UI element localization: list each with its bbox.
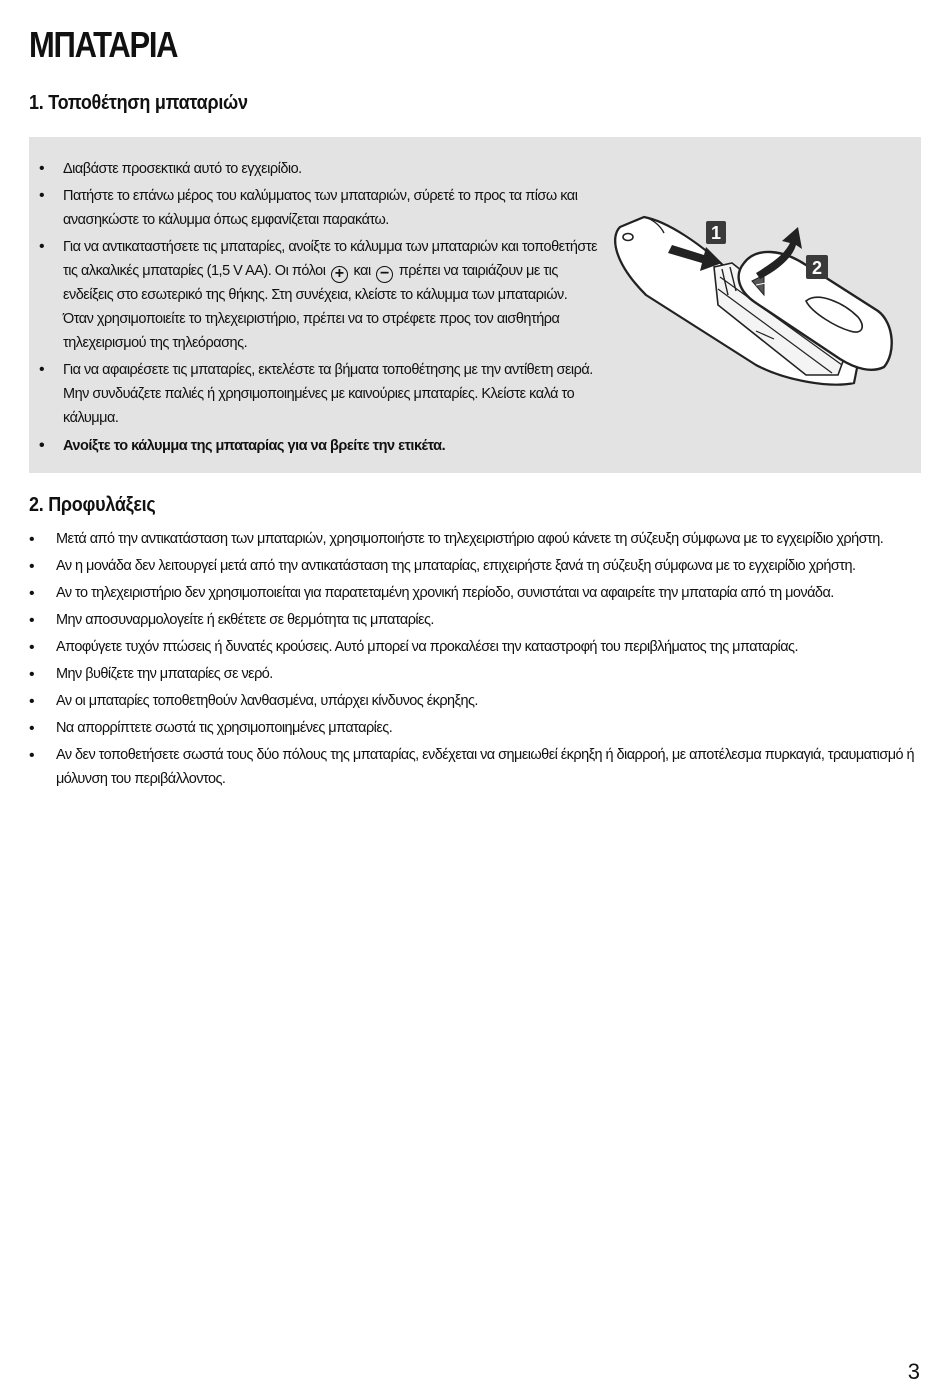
- step-2-label: 2: [811, 258, 823, 278]
- step-1-label: 1: [710, 223, 722, 243]
- list-item: • Να απορρίπτετε σωστά τις χρησιμοποιημένες μπαταρίες.: [29, 720, 393, 737]
- list-item: • Ανοίξτε το κάλυμμα της μπαταρίας για να βρείτε την ετικέτα.: [39, 437, 446, 454]
- section-heading-installation: 1. Τοποθέτηση μπαταριών: [29, 92, 248, 114]
- list-item: • Αποφύγετε τυχόν πτώσεις ή δυνατές κρούσεις. Αυτό μπορεί να προκαλέσει την καταστροφή του περιβλήματος της μπαταρίας.: [29, 639, 798, 656]
- list-item: • Πατήστε το επάνω μέρος του καλύμματος των μπαταριών, σύρετέ το προς τα πίσω και ανασηκώστε το κάλυμμα όπως εμφανίζεται παρακάτω.: [39, 187, 578, 228]
- list-item: • Μην αποσυναρμολογείτε ή εκθέτετε σε θερμότητα τις μπαταρίες.: [29, 612, 434, 629]
- list-item: • Μετά από την αντικατάσταση των μπαταριών, χρησιμοποιήστε το τηλεχειριστήριο αφού κάνετε τη σύζευξη σύμφωνα με το εγχειρίδιο χρήστη.: [29, 531, 884, 548]
- list-item: • Για να αφαιρέσετε τις μπαταρίες, εκτελέστε τα βήματα τοποθέτησης με την αντίθετη σειρά. Μην συνδυάζετε παλιές ή χρησιμοποιημένες με καινούριες μπαταρίες. Κλείστε καλά το κάλυμμα.: [39, 361, 593, 426]
- plus-pole-icon: +: [331, 266, 348, 283]
- list-item: • Μην βυθίζετε την μπαταρίες σε νερό.: [29, 666, 273, 683]
- page-number: 3: [907, 1359, 920, 1384]
- list-item: • Διαβάστε προσεκτικά αυτό το εγχειρίδιο.: [39, 160, 302, 177]
- precautions-list: [29, 528, 925, 795]
- list-item: • Για να αντικαταστήσετε τις μπαταρίες, ανοίξτε το κάλυμμα των μπαταριών και τοποθετήστε τις αλκαλικές μπαταρίες (1,5 V AA). Οι πόλοι + και − πρέπει να ταιριάζουν με τις ενδείξεις στο εσωτερικό της θήκης. Στη συνέχεια, κλείστε το κάλυμμα των μπαταριών. Όταν χρησιμοποιείτε το τηλεχειριστήριο, πρέπει να το στρέφετε προς τον αισθητήρα τηλεχειρισμού της τηλεόρασης.: [39, 238, 598, 351]
- list-item: • Αν το τηλεχειριστήριο δεν χρησιμοποιείται για παρατεταμένη χρονική περίοδο, συνιστάται να αφαιρείτε την μπαταρία από τη μονάδα.: [29, 585, 834, 602]
- list-item: • Αν οι μπαταρίες τοποθετηθούν λανθασμένα, υπάρχει κίνδυνος έκρηξης.: [29, 693, 478, 710]
- page-title: ΜΠΑΤΑΡΙΑ: [29, 24, 178, 65]
- minus-pole-icon: −: [376, 266, 393, 283]
- section-heading-precautions: 2. Προφυλάξεις: [29, 494, 156, 516]
- list-item: • Αν η μονάδα δεν λειτουργεί μετά από την αντικατάσταση της μπαταρίας, επιχειρήστε ξανά τη σύζευξη σύμφωνα με το εγχειρίδιο χρήστη.: [29, 558, 856, 575]
- remote-battery-cover-icon: [606, 203, 912, 405]
- installation-list: [39, 157, 599, 461]
- list-item: • Αν δεν τοποθετήσετε σωστά τους δύο πόλους της μπαταρίας, ενδέχεται να σημειωθεί έκρηξη ή διαρροή, με αποτέλεσμα πυρκαγιά, τραυματισμό ή μόλυνση του περιβάλλοντος.: [29, 747, 915, 787]
